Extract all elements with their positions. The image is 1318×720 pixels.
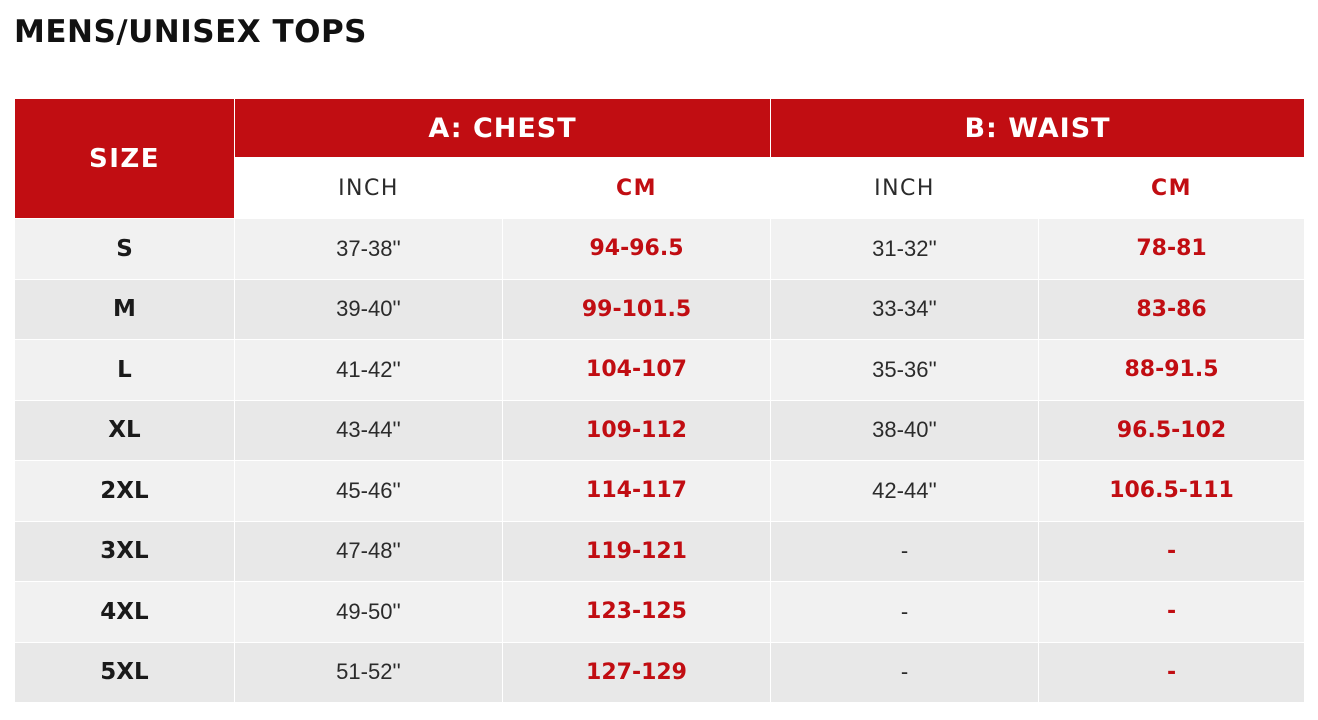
cell-chest-inch: 49-50'': [235, 582, 503, 643]
cell-chest-cm: 127-129: [503, 642, 771, 703]
table-row: [15, 340, 1305, 401]
cell-waist-cm: 78-81: [1039, 219, 1305, 280]
cell-size: 2XL: [15, 461, 235, 522]
cell-size: 3XL: [15, 521, 235, 582]
cell-size: XL: [15, 400, 235, 461]
table-row: [15, 279, 1305, 340]
cell-waist-inch: 38-40'': [771, 400, 1039, 461]
cell-chest-cm: 119-121: [503, 521, 771, 582]
cell-chest-cm: 109-112: [503, 400, 771, 461]
cell-chest-inch: 47-48'': [235, 521, 503, 582]
table-row: [15, 642, 1305, 703]
table-row: [15, 219, 1305, 280]
header-group-waist: B: WAIST: [771, 99, 1305, 158]
cell-chest-cm: 114-117: [503, 461, 771, 522]
cell-waist-inch: -: [771, 521, 1039, 582]
cell-chest-inch: 41-42'': [235, 340, 503, 401]
table-header: [15, 99, 1305, 219]
size-chart-table: [14, 98, 1305, 703]
cell-size: S: [15, 219, 235, 280]
cell-size: 5XL: [15, 642, 235, 703]
cell-waist-cm: -: [1039, 521, 1305, 582]
cell-waist-cm: -: [1039, 582, 1305, 643]
cell-chest-cm: 123-125: [503, 582, 771, 643]
cell-size: 4XL: [15, 582, 235, 643]
table-row: [15, 582, 1305, 643]
table-row: [15, 461, 1305, 522]
cell-chest-inch: 39-40'': [235, 279, 503, 340]
subheader-chest-cm: CM: [503, 158, 771, 219]
cell-chest-inch: 45-46'': [235, 461, 503, 522]
cell-waist-cm: -: [1039, 642, 1305, 703]
cell-waist-inch: 42-44'': [771, 461, 1039, 522]
cell-waist-cm: 88-91.5: [1039, 340, 1305, 401]
cell-chest-inch: 51-52'': [235, 642, 503, 703]
table-row: [15, 400, 1305, 461]
cell-chest-cm: 94-96.5: [503, 219, 771, 280]
cell-size: L: [15, 340, 235, 401]
cell-chest-inch: 37-38'': [235, 219, 503, 280]
cell-chest-cm: 104-107: [503, 340, 771, 401]
cell-waist-inch: 31-32'': [771, 219, 1039, 280]
subheader-waist-cm: CM: [1039, 158, 1305, 219]
subheader-waist-inch: INCH: [771, 158, 1039, 219]
cell-waist-inch: -: [771, 582, 1039, 643]
table-row: [15, 521, 1305, 582]
header-size: SIZE: [15, 99, 235, 219]
cell-chest-cm: 99-101.5: [503, 279, 771, 340]
cell-waist-cm: 83-86: [1039, 279, 1305, 340]
header-group-chest: A: CHEST: [235, 99, 771, 158]
table-body: [15, 219, 1305, 703]
cell-waist-cm: 106.5-111: [1039, 461, 1305, 522]
cell-waist-cm: 96.5-102: [1039, 400, 1305, 461]
subheader-chest-inch: INCH: [235, 158, 503, 219]
cell-waist-inch: -: [771, 642, 1039, 703]
cell-size: M: [15, 279, 235, 340]
cell-waist-inch: 35-36'': [771, 340, 1039, 401]
cell-chest-inch: 43-44'': [235, 400, 503, 461]
cell-waist-inch: 33-34'': [771, 279, 1039, 340]
page-title: MENS/UNISEX TOPS: [14, 14, 368, 50]
